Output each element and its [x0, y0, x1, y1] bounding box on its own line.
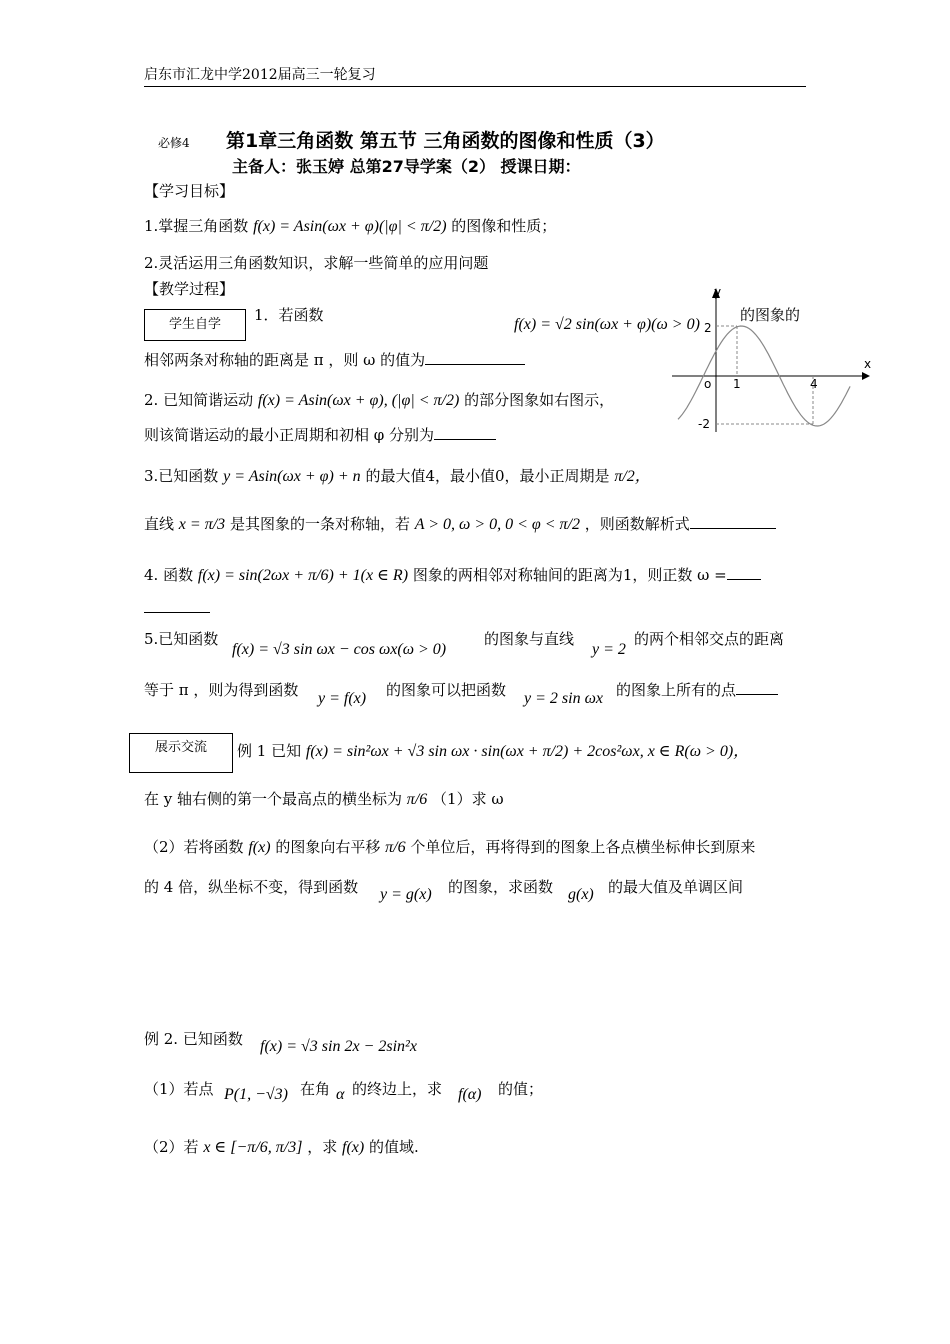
ex1-pre: 例 1 已知 [237, 742, 302, 760]
q2-line2 [144, 424, 496, 445]
q2-pre: 2. 已知简谐运动 [144, 391, 254, 409]
ex2-part2 [144, 1136, 419, 1157]
graph-x-label: x [864, 357, 872, 371]
q3-post: 的最大值4，最小值0，最小正周期是 [365, 467, 610, 485]
q4-pre: 4. 函数 [144, 566, 194, 584]
ex2-angle: α [336, 1086, 345, 1103]
ex1-line1 [237, 738, 749, 761]
graph-tick-2: 2 [704, 321, 712, 335]
q3-line2-pre: 直线 [144, 515, 175, 533]
graph-tick-4: 4 [810, 377, 818, 391]
ex2-part1-mid2: 的终边上，求 [352, 1080, 443, 1098]
ex1-part2-gx: g(x) [568, 886, 594, 903]
ex1-line2-value: π/6 [406, 791, 428, 808]
q3-line2-mid: 是其图象的一条对称轴，若 [229, 515, 410, 533]
goal-1-pre: 1.掌握三角函数 [144, 217, 249, 235]
ex2-part2-pre: （2）若 [144, 1138, 199, 1156]
q3-pre: 3.已知函数 [144, 467, 219, 485]
ex2-part2-post: 的值域. [369, 1138, 419, 1156]
ex2-part1-mid: 在角 [300, 1080, 331, 1098]
graph-tick-neg2: -2 [698, 417, 710, 431]
q3-period: π/2， [614, 468, 651, 485]
header-rule [144, 86, 806, 87]
q5-formula: f(x) = √3 sin ωx − cos ωx(ω > 0) [232, 641, 447, 658]
x-axis-arrow [862, 372, 870, 380]
ex2-part1-post: 的值； [498, 1080, 544, 1098]
process-heading: 【教学过程】 [144, 280, 235, 298]
q5-target: y = f(x) [318, 690, 367, 707]
q2-answer-blank[interactable] [434, 439, 496, 440]
q5-line2-mid: 的图象可以把函数 [386, 681, 507, 699]
ex1-part2-line2-mid: 的图象，求函数 [448, 878, 554, 896]
q1-formula: f(x) = √2 sin(ωx + φ)(ω > 0) [514, 316, 700, 333]
q1-line2-text: 相邻两条对称轴的距离是 π ，则 ω 的值为 [144, 351, 426, 369]
q4-post: 图象的两相邻对称轴间的距离为1，则正数 ω = [412, 566, 727, 584]
q3-line1 [144, 463, 651, 486]
q2-formula: f(x) = Asin(ωx + φ), (|φ| < π/2) [257, 392, 460, 409]
ex1-line2 [144, 788, 504, 809]
goal-1-post: 的图像和性质； [451, 217, 557, 235]
goal-1-formula: f(x) = Asin(ωx + φ)(|φ| < π/2) [253, 218, 447, 235]
q5-line2-post-text: 的图象上所有的点 [616, 681, 737, 699]
goals-heading: 【学习目标】 [144, 182, 235, 200]
q5-source: y = 2 sin ωx [524, 690, 603, 707]
textbook-tag: 必修4 [158, 136, 190, 150]
ex1-part2-line2-pre: 的 4 倍，纵坐标不变，得到函数 [144, 878, 359, 896]
q2-line1 [144, 389, 614, 410]
q4-line [144, 564, 761, 585]
q1-post: 的图象的 [740, 306, 801, 324]
ex2-intro: 例 2. 已知函数 [144, 1030, 243, 1048]
ex2-part1-pre: （1）若点 [144, 1080, 214, 1098]
self-study-box: 学生自学 [144, 309, 246, 341]
ex1-part2 [144, 836, 755, 857]
q5-line-eq: y = 2 [592, 641, 626, 658]
ex1-line2-pre: 在 y 轴右侧的第一个最高点的横坐标为 [144, 790, 403, 808]
q1-pre: 1．若函数 [254, 306, 324, 324]
q3-axis: x = π/3 [178, 516, 226, 533]
q1-line2 [144, 349, 525, 370]
exchange-box: 展示交流 [129, 733, 233, 773]
q4-formula: f(x) = sin(2ωx + π/6) + 1(x ∈ R) [197, 567, 409, 584]
ex2-formula: f(x) = √3 sin 2x − 2sin²x [260, 1038, 417, 1055]
q3-line2-post: ，则函数解析式 [584, 515, 690, 533]
sine-graph [670, 282, 875, 437]
q5-line2-post [616, 679, 778, 700]
ex1-part2-line2-post: 的最大值及单调区间 [608, 878, 744, 896]
q3-formula: y = Asin(ωx + φ) + n [223, 468, 361, 485]
goal-2: 2.灵活运用三角函数知识，求解一些简单的应用问题 [144, 254, 489, 272]
ex2-part2-mid: ，求 [307, 1138, 338, 1156]
q5-answer-blank[interactable] [736, 694, 778, 695]
q3-line2 [144, 513, 776, 534]
ex1-part2-post: 个单位后，再将得到的图象上各点横坐标伸长到原来 [410, 838, 756, 856]
author-line: 主备人：张玉婷 总第27导学案（2） 授课日期： [232, 157, 581, 176]
q5-line2-pre: 等于 π ，则为得到函数 [144, 681, 299, 699]
q5-mid: 的图象与直线 [484, 630, 575, 648]
graph-origin-label: o [704, 377, 712, 391]
page-title: 第1章三角函数 第五节 三角函数的图像和性质（3） [226, 130, 665, 152]
ex1-part2-func: f(x) [248, 839, 271, 856]
graph-y-label: y [714, 285, 722, 299]
ex1-line2-post: （1）求 ω [432, 790, 504, 808]
ex1-part2-g: y = g(x) [380, 886, 432, 903]
ex1-formula: f(x) = sin²ωx + √3 sin ωx · sin(ωx + π/2) + 2cos²ωx, x ∈ R(ω > 0)， [305, 743, 750, 760]
q1-answer-blank[interactable] [425, 364, 525, 365]
q2-post: 的部分图象如右图示， [464, 391, 615, 409]
school-header: 启东市汇龙中学2012届高三一轮复习 [144, 67, 376, 83]
ex2-point: P(1, −√3) [224, 1086, 289, 1103]
q2-line2-text: 则该简谐运动的最小正周期和初相 φ 分别为 [144, 426, 435, 444]
q3-conditions: A > 0, ω > 0, 0 < φ < π/2 [414, 516, 581, 533]
ex1-part2-pre: （2）若将函数 [144, 838, 244, 856]
q4-answer-blank-b[interactable] [144, 612, 210, 613]
q5-pre: 5.已知函数 [144, 630, 219, 648]
ex1-part2-mid: 的图象向右平移 [275, 838, 381, 856]
q5-post: 的两个相邻交点的距离 [634, 630, 785, 648]
ex2-falpha: f(α) [458, 1086, 482, 1103]
q4-answer-blank-a[interactable] [727, 579, 761, 580]
q3-answer-blank[interactable] [690, 528, 776, 529]
ex2-range: x ∈ [−π/6, π/3] [203, 1139, 303, 1156]
ex2-func: f(x) [342, 1139, 365, 1156]
ex1-part2-shift: π/6 [385, 839, 406, 856]
goal-1 [144, 215, 556, 236]
graph-tick-1: 1 [733, 377, 741, 391]
